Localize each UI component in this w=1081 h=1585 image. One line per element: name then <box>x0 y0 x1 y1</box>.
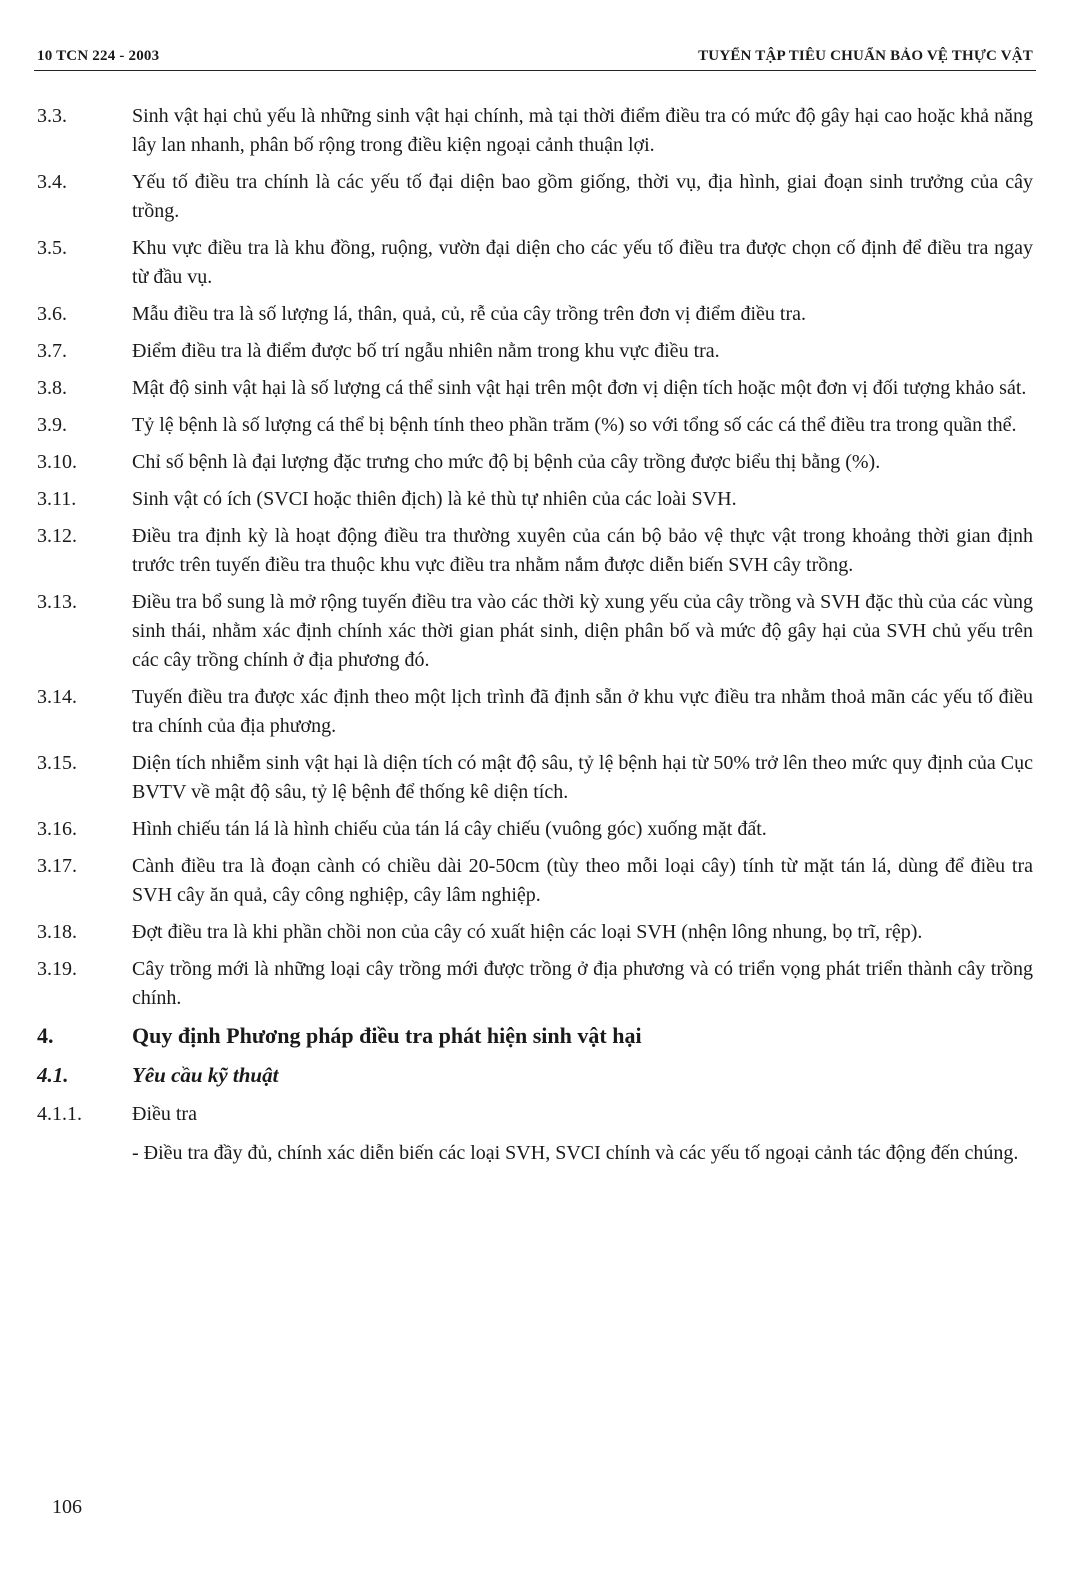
clause-number: 3.17. <box>37 855 77 877</box>
clause-number: 3.3. <box>37 105 67 127</box>
definition-3-16 <box>37 815 1033 844</box>
definition-3-9 <box>37 411 1033 440</box>
definition-3-8 <box>37 374 1033 403</box>
clause-number: 3.5. <box>37 237 67 259</box>
definition-3-18 <box>37 918 1033 947</box>
definition-3-3 <box>37 102 1033 160</box>
clause-text: Sinh vật có ích (SVCI hoặc thiên địch) là kẻ thù tự nhiên của các loài SVH. <box>132 488 737 510</box>
clause-number: 3.15. <box>37 752 77 774</box>
subsubsection-title: Điều tra <box>132 1103 197 1125</box>
clause-number: 3.14. <box>37 686 77 708</box>
subsubsection-heading <box>37 1100 1033 1129</box>
page-header <box>37 44 1033 68</box>
subsection-title: Yêu cầu kỹ thuật <box>132 1063 279 1087</box>
page-body <box>0 102 1081 1168</box>
clause-number: 3.7. <box>37 340 67 362</box>
definition-3-11 <box>37 485 1033 514</box>
clause-text: Hình chiếu tán lá là hình chiếu của tán lá cây chiếu (vuông góc) xuống mặt đất. <box>132 818 767 840</box>
definition-3-5 <box>37 234 1033 292</box>
clause-text: Điểm điều tra là điểm được bố trí ngẫu nhiên nằm trong khu vực điều tra. <box>132 340 720 362</box>
clause-text: Cành điều tra là đoạn cành có chiều dài 20-50cm (tùy theo mỗi loại cây) tính từ mặt tán lá, dùng để điều tra SVH cây ăn quả, cây công nghiệp, cây lâm nghiệp. <box>132 855 1033 906</box>
clause-number: 3.16. <box>37 818 77 840</box>
clause-text: Yếu tố điều tra chính là các yếu tố đại diện bao gồm giống, thời vụ, địa hình, giai đoạn sinh trưởng của cây trồng. <box>132 171 1033 222</box>
subsection-number: 4.1. <box>37 1063 69 1087</box>
clause-number: 3.13. <box>37 591 77 613</box>
clause-number: 3.11. <box>37 488 77 510</box>
header-collection-title: TUYỂN TẬP TIÊU CHUẨN BẢO VỆ THỰC VẬT <box>698 48 1033 64</box>
clause-text: Cây trồng mới là những loại cây trồng mới được trồng ở địa phương và có triển vọng phát triển thành cây trồng chính. <box>132 958 1033 1009</box>
definition-3-17 <box>37 852 1033 910</box>
clause-text: Mẫu điều tra là số lượng lá, thân, quả, củ, rễ của cây trồng trên đơn vị điểm điều tra. <box>132 303 807 325</box>
definition-3-10 <box>37 448 1033 477</box>
definition-3-12 <box>37 522 1033 580</box>
clause-number: 3.4. <box>37 171 67 193</box>
clause-number: 3.18. <box>37 921 77 943</box>
clause-text: Chỉ số bệnh là đại lượng đặc trưng cho mức độ bị bệnh của cây trồng được biểu thị bằng (%). <box>132 451 881 473</box>
header-rule <box>34 70 1036 71</box>
definition-3-14 <box>37 683 1033 741</box>
definition-3-19 <box>37 955 1033 1013</box>
section-title: Quy định Phương pháp điều tra phát hiện sinh vật hại <box>132 1023 642 1048</box>
clause-number: 3.19. <box>37 958 77 980</box>
section-number: 4. <box>37 1023 54 1048</box>
clause-number: 3.12. <box>37 525 77 547</box>
clause-number: 3.8. <box>37 377 67 399</box>
subsubsection-number: 4.1.1. <box>37 1103 82 1125</box>
clause-number: 3.9. <box>37 414 67 436</box>
clause-text: Diện tích nhiễm sinh vật hại là diện tích có mật độ sâu, tỷ lệ bệnh hại từ 50% trở lên theo mức quy định của Cục BVTV về mật độ sâu, tỷ lệ bệnh để thống kê diện tích. <box>132 752 1033 803</box>
clause-text: Sinh vật hại chủ yếu là những sinh vật hại chính, mà tại thời điểm điều tra có mức độ gây hại cao hoặc khả năng lây lan nhanh, phân bố rộng trong điều kiện ngoại cảnh thuận lợi. <box>132 105 1033 156</box>
clause-text: Tuyến điều tra được xác định theo một lịch trình đã định sẵn ở khu vực điều tra nhằm thoả mãn các yếu tố điều tra chính của địa phương. <box>132 686 1033 737</box>
subsection-heading <box>37 1061 1033 1090</box>
section-heading <box>37 1021 1033 1051</box>
definition-3-7 <box>37 337 1033 366</box>
definition-3-4 <box>37 168 1033 226</box>
clause-text: Khu vực điều tra là khu đồng, ruộng, vườn đại diện cho các yếu tố điều tra được chọn cố định để điều tra ngay từ đầu vụ. <box>132 237 1033 288</box>
definition-3-13 <box>37 588 1033 675</box>
definition-3-6 <box>37 300 1033 329</box>
clause-text: Tỷ lệ bệnh là số lượng cá thể bị bệnh tính theo phần trăm (%) so với tổng số các cá thể điều tra trong quần thể. <box>132 414 1017 436</box>
body-paragraph: - Điều tra đầy đủ, chính xác diễn biến các loại SVH, SVCI chính và các yếu tố ngoại cảnh tác động đến chúng. <box>132 1142 1019 1164</box>
definition-3-15 <box>37 749 1033 807</box>
clause-text: Mật độ sinh vật hại là số lượng cá thể sinh vật hại trên một đơn vị diện tích hoặc một đơn vị đối tượng khảo sát. <box>132 377 1027 399</box>
clause-text: Đợt điều tra là khi phần chồi non của cây có xuất hiện các loại SVH (nhện lông nhung, bọ trĩ, rệp). <box>132 921 923 943</box>
header-standard-code: 10 TCN 224 - 2003 <box>37 48 160 64</box>
clause-text: Điều tra bổ sung là mở rộng tuyến điều tra vào các thời kỳ xung yếu của cây trồng và SVH đặc thù của các vùng sinh thái, nhằm xác định chính xác thời gian phát sinh, diện phân bố và mức độ gây hại của SVH chủ yếu trên các cây trồng chính ở địa phương đó. <box>132 591 1033 671</box>
clause-number: 3.6. <box>37 303 67 325</box>
clause-text: Điều tra định kỳ là hoạt động điều tra thường xuyên của cán bộ bảo vệ thực vật trong khoảng thời gian định trước trên tuyến điều tra thuộc khu vực điều tra nhằm nắm được diễn biến SVH cây trồng. <box>132 525 1033 576</box>
page-number: 106 <box>52 1496 82 1518</box>
clause-number: 3.10. <box>37 451 77 473</box>
